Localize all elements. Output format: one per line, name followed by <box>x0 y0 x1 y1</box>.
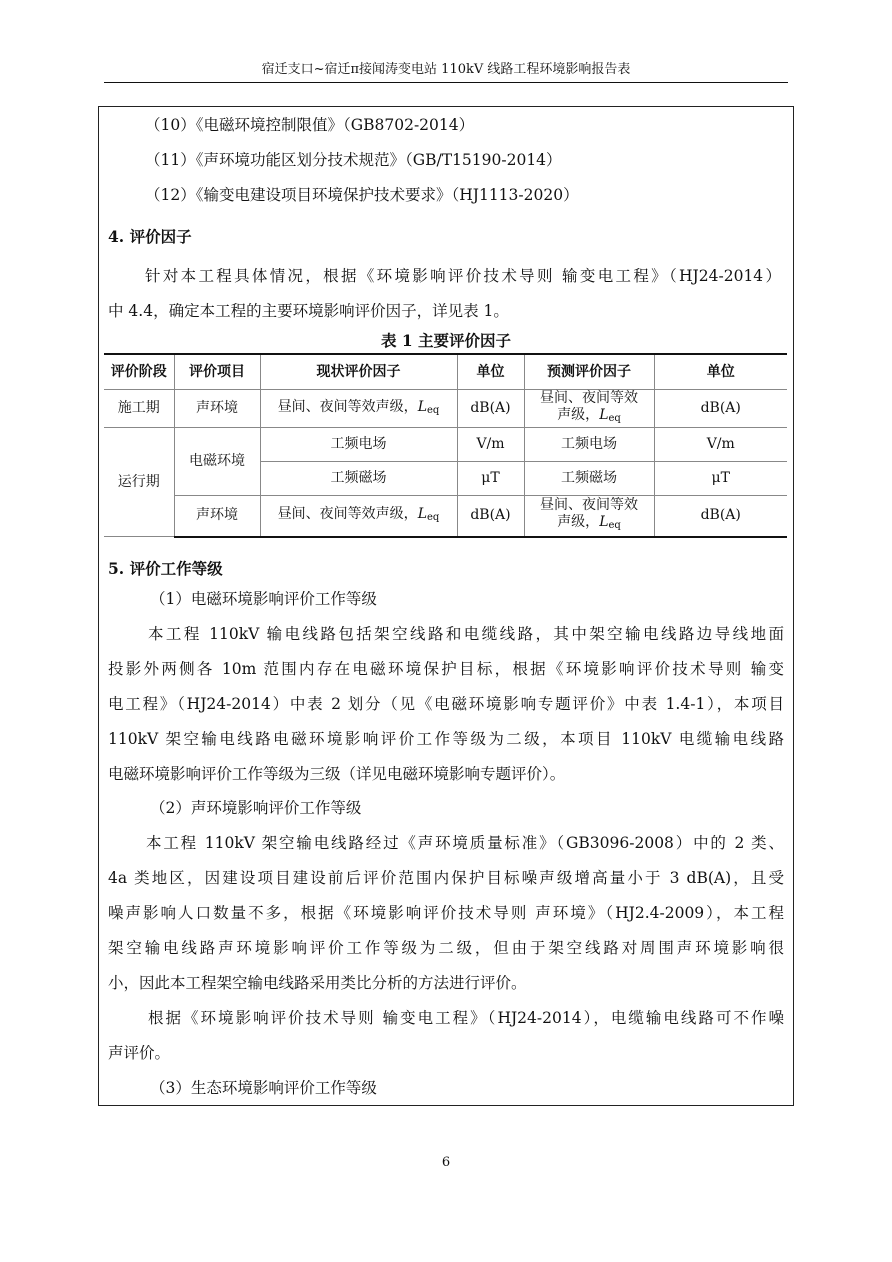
col-header-unit: 单位 <box>457 354 524 390</box>
cell-stage: 运行期 <box>104 428 174 537</box>
header-rule <box>104 82 788 83</box>
cell-unit: μT <box>457 462 524 496</box>
section-4-para-line-2: 中 4.4，确定本工程的主要环境影响评价因子，详见表 1。 <box>108 302 509 320</box>
subsection-3-heading: （3）生态环境影响评价工作等级 <box>150 1079 377 1097</box>
para-3-line-2: 声评价。 <box>108 1044 171 1062</box>
para-1-line-5: 电磁环境影响评价工作等级为三级（详见电磁环境影响专题评价）。 <box>108 765 566 783</box>
cell-unit: dB(A) <box>457 496 524 537</box>
para-1-line-2: 投影外两侧各 10m 范围内存在电磁环境保护目标，根据《环境影响评价技术导则 输变 <box>108 660 784 678</box>
para-2-line-1: 本工程 110kV 架空输电线路经过《声环境质量标准》（GB3096-2008）中的 2 类、 <box>146 834 784 852</box>
cell-unit-2: dB(A) <box>654 496 787 537</box>
col-header-stage: 评价阶段 <box>104 354 174 390</box>
cell-unit: dB(A) <box>457 390 524 428</box>
cell-stage: 施工期 <box>104 390 174 428</box>
cell-unit-2: μT <box>654 462 787 496</box>
col-header-item: 评价项目 <box>174 354 260 390</box>
page-number: 6 <box>441 1155 451 1170</box>
para-2-line-2: 4a 类地区，因建设项目建设前后评价范围内保护目标噪声级增高量小于 3 dB(A)，且受 <box>108 869 784 887</box>
cell-unit: V/m <box>457 428 524 462</box>
para-3-line-1: 根据《环境影响评价技术导则 输变电工程》（HJ24-2014），电缆输电线路可不作噪 <box>148 1009 784 1027</box>
cell-item: 电磁环境 <box>174 428 260 496</box>
ref-item-11: （11）《声环境功能区划分技术规范》（GB/T15190-2014） <box>145 151 562 169</box>
cell-unit-2: V/m <box>654 428 787 462</box>
cell-predicted-factor: 工频电场 <box>524 428 654 462</box>
para-1-line-4: 110kV 架空输电线路电磁环境影响评价工作等级为二级，本项目 110kV 电缆输电线路 <box>108 730 784 748</box>
cell-current-factor: 工频磁场 <box>260 462 457 496</box>
col-header-predicted-factor: 预测评价因子 <box>524 354 654 390</box>
running-header: 宿迁支口~宿迁π接闻涛变电站 110kV 线路工程环境影响报告表 <box>261 62 631 77</box>
cell-predicted-factor: 昼间、夜间等效 声级，$L_{eq}$ <box>524 496 654 537</box>
cell-item: 声环境 <box>174 390 260 428</box>
col-header-current-factor: 现状评价因子 <box>260 354 457 390</box>
ref-item-12: （12）《输变电建设项目环境保护技术要求》（HJ1113-2020） <box>145 186 579 204</box>
para-1-line-1: 本工程 110kV 输电线路包括架空线路和电缆线路，其中架空输电线路边导线地面 <box>148 625 784 643</box>
cell-current-factor: 昼间、夜间等效声级，$L_{eq}$ <box>260 496 457 537</box>
subsection-1-heading: （1）电磁环境影响评价工作等级 <box>150 590 377 608</box>
evaluation-factor-table <box>104 353 787 538</box>
section-4-para-line-1: 针对本工程具体情况，根据《环境影响评价技术导则 输变电工程》（HJ24-2014） <box>145 267 781 285</box>
cell-predicted-factor: 工频磁场 <box>524 462 654 496</box>
cell-current-factor: 昼间、夜间等效声级，$L_{eq}$ <box>260 390 457 428</box>
cell-current-factor: 工频电场 <box>260 428 457 462</box>
ref-item-10: （10）《电磁环境控制限值》（GB8702-2014） <box>145 116 475 134</box>
section-4-heading: 4. 评价因子 <box>108 227 192 246</box>
cell-predicted-factor: 昼间、夜间等效 声级，$L_{eq}$ <box>524 390 654 428</box>
table-row <box>104 390 787 428</box>
para-2-line-3: 噪声影响人口数量不多，根据《环境影响评价技术导则 声环境》（HJ2.4-2009），本工程 <box>108 904 784 922</box>
cell-unit-2: dB(A) <box>654 390 787 428</box>
table-row <box>104 496 787 537</box>
table-1-caption: 表 1 主要评价因子 <box>380 331 512 350</box>
table-row <box>104 428 787 462</box>
section-5-heading: 5. 评价工作等级 <box>108 559 223 578</box>
para-2-line-5: 小，因此本工程架空输电线路采用类比分析的方法进行评价。 <box>108 974 527 992</box>
para-2-line-4: 架空输电线路声环境影响评价工作等级为二级，但由于架空线路对周围声环境影响很 <box>108 939 784 957</box>
table-header-row <box>104 354 787 390</box>
col-header-unit-2: 单位 <box>654 354 787 390</box>
cell-item: 声环境 <box>174 496 260 537</box>
subsection-2-heading: （2）声环境影响评价工作等级 <box>150 799 362 817</box>
para-1-line-3: 电工程》（HJ24-2014）中表 2 划分（见《电磁环境影响专题评价》中表 1.4-1），本项目 <box>108 695 784 713</box>
